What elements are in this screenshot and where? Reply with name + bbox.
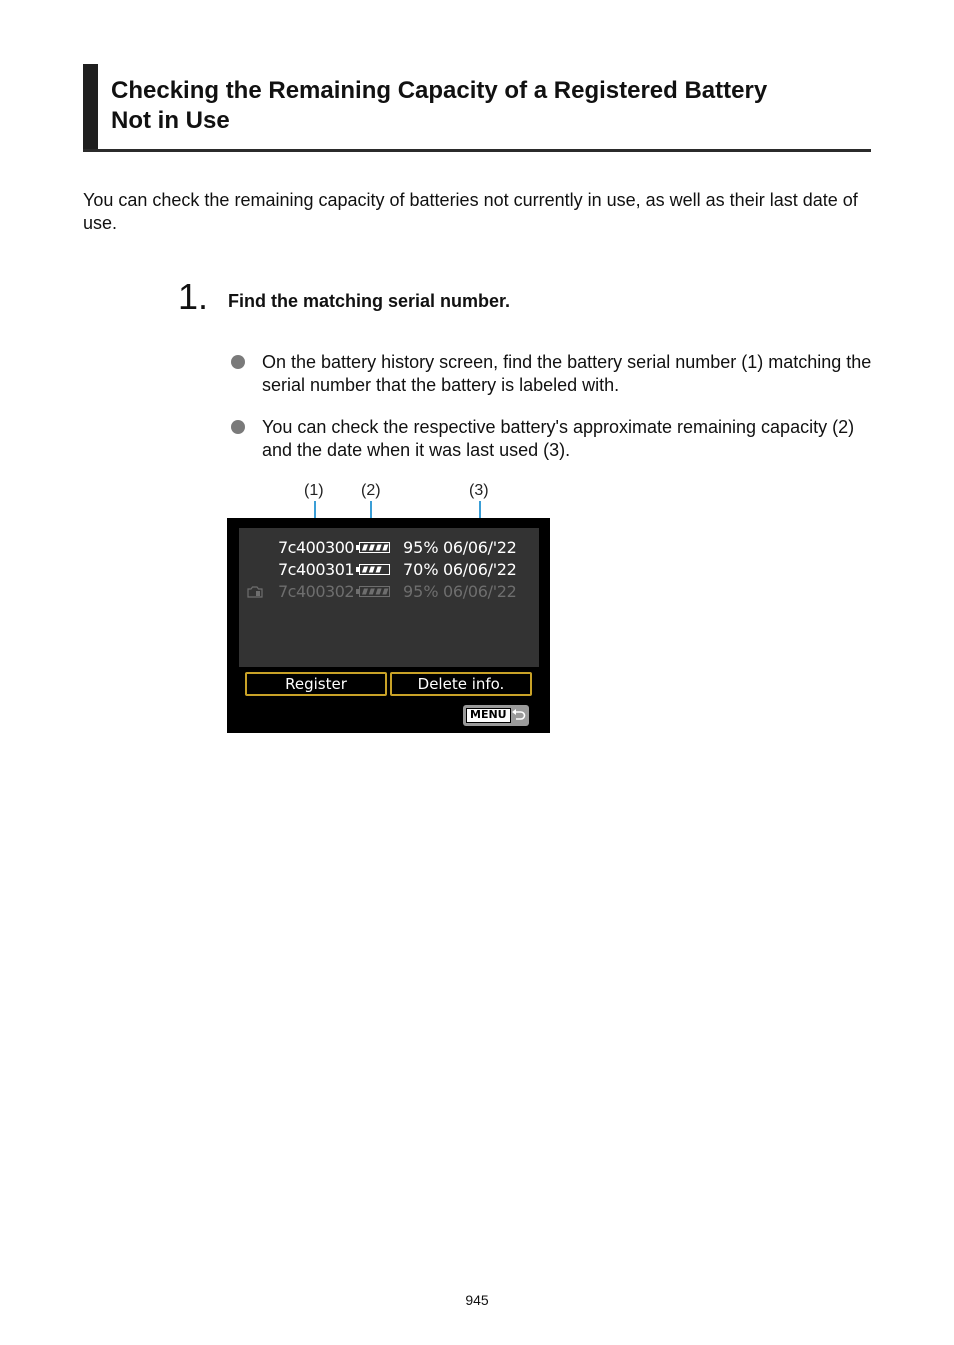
intro-paragraph: You can check the remaining capacity of batteries not currently in use, as well as their last date of use. bbox=[83, 190, 858, 233]
battery-serial: 7c400300 bbox=[278, 538, 355, 557]
battery-level-segment bbox=[369, 545, 375, 551]
bullet-item-2: You can check the respective battery's approximate remaining capacity (2) and the date when it was last used (3). bbox=[262, 417, 855, 460]
bullet-icon bbox=[231, 355, 245, 369]
step-title: Find the matching serial number. bbox=[228, 291, 511, 311]
battery-level-segment bbox=[362, 589, 368, 595]
battery-level-segment bbox=[362, 567, 368, 573]
bullet-icon bbox=[231, 420, 245, 434]
callout-label-2: (2) bbox=[361, 482, 381, 499]
battery-last-used-date: 06/06/'22 bbox=[443, 582, 517, 601]
battery-serial: 7c400301 bbox=[278, 560, 355, 579]
battery-history-screen bbox=[227, 518, 550, 733]
battery-percent: 95% bbox=[403, 582, 439, 601]
battery-serial: 7c400302 bbox=[278, 582, 355, 601]
battery-level-segment bbox=[369, 567, 375, 573]
return-icon bbox=[511, 708, 526, 723]
delete-info-button[interactable]: Delete info. bbox=[390, 672, 532, 696]
page-title-line1: Checking the Remaining Capacity of a Registered Battery bbox=[111, 77, 768, 104]
callout-label-1: (1) bbox=[304, 482, 324, 499]
register-button[interactable]: Register bbox=[245, 672, 387, 696]
step-number: 1. bbox=[178, 276, 209, 317]
battery-last-used-date: 06/06/'22 bbox=[443, 560, 517, 579]
heading-accent-bar bbox=[83, 64, 98, 149]
battery-icon bbox=[356, 542, 390, 553]
menu-label: MENU bbox=[466, 708, 511, 723]
page-number: 945 bbox=[465, 1292, 489, 1308]
battery-row-2[interactable] bbox=[239, 559, 539, 581]
callout-label-3: (3) bbox=[469, 482, 489, 499]
battery-percent: 70% bbox=[403, 560, 439, 579]
page-title bbox=[111, 76, 851, 136]
battery-level-segment bbox=[376, 589, 382, 595]
camera-battery-icon bbox=[247, 586, 263, 598]
battery-icon bbox=[356, 586, 390, 597]
battery-percent: 95% bbox=[403, 538, 439, 557]
battery-level-segment bbox=[376, 567, 382, 573]
battery-list-panel bbox=[239, 528, 539, 667]
battery-level-segment bbox=[362, 545, 368, 551]
battery-level-segment bbox=[376, 545, 382, 551]
battery-level-segment bbox=[382, 545, 388, 551]
battery-level-segment bbox=[369, 589, 375, 595]
section-heading bbox=[83, 64, 871, 152]
page-title-line2: Not in Use bbox=[111, 107, 230, 134]
battery-last-used-date: 06/06/'22 bbox=[443, 538, 517, 557]
battery-row-3[interactable] bbox=[239, 581, 539, 603]
battery-icon bbox=[356, 564, 390, 575]
battery-row-1[interactable] bbox=[239, 537, 539, 559]
bullet-item-1: On the battery history screen, find the battery serial number (1) matching the serial number that the battery is labeled with. bbox=[262, 352, 872, 395]
menu-back-button[interactable] bbox=[463, 705, 529, 726]
battery-level-segment bbox=[382, 589, 388, 595]
